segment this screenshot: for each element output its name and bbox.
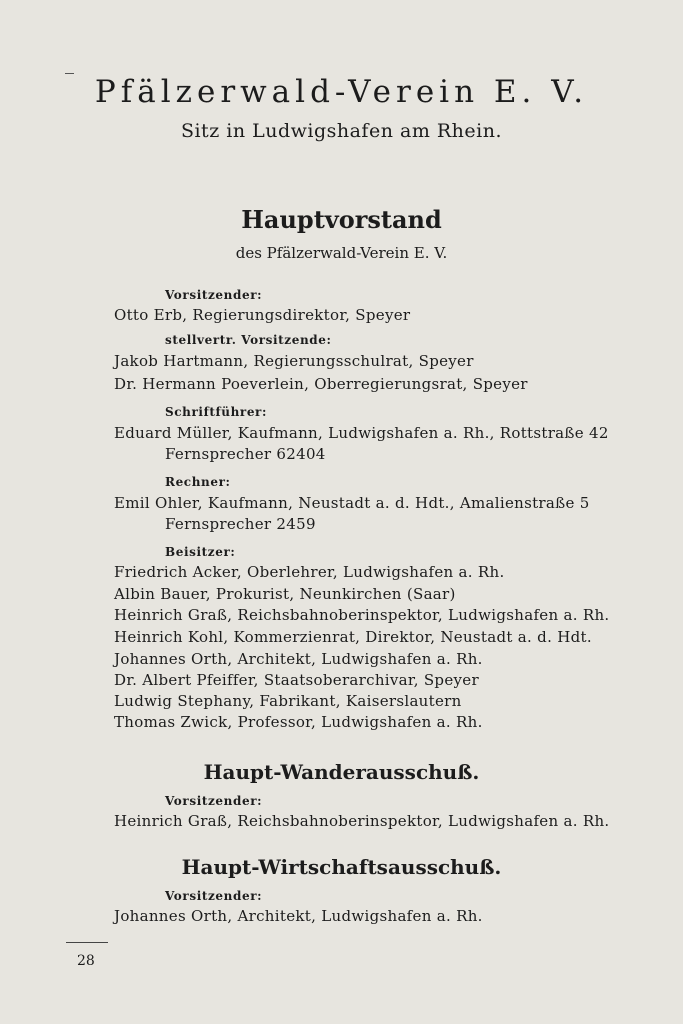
page-subtitle: Sitz in Ludwigshafen am Rhein. [180,120,503,142]
member-line: Ludwig Stephany, Fabrikant, Kaiserslautern [114,692,462,710]
member-line: Heinrich Kohl, Kommerzienrat, Direktor, Neustadt a. d. Hdt. [114,628,592,646]
phone-line: Fernsprecher 62404 [165,445,326,463]
member-line: Friedrich Acker, Oberlehrer, Ludwigshafen a. Rh. [114,563,505,581]
member-line: Heinrich Graß, Reichsbahnoberinspektor, Ludwigshafen a. Rh. [114,606,610,624]
page-title: Pfälzerwald-Verein E. V. [94,74,589,110]
section-subheading: des Pfälzerwald-Verein E. V. [235,244,448,262]
role-label-vorsitzender: Vorsitzender: [165,889,263,903]
role-label-stellvertreter: stellvertr. Vorsitzende: [165,333,332,347]
member-line: Dr. Albert Pfeiffer, Staatsoberarchivar, Speyer [114,671,479,689]
role-label-vorsitzender: Vorsitzender: [165,288,263,302]
member-line: Otto Erb, Regierungsdirektor, Speyer [114,306,411,324]
member-line: Dr. Hermann Poeverlein, Oberregierungsrat, Speyer [114,375,528,393]
member-line: Jakob Hartmann, Regierungsschulrat, Speyer [114,352,474,370]
member-line: Johannes Orth, Architekt, Ludwigshafen a. Rh. [114,907,483,925]
section-heading-hauptvorstand: Hauptvorstand [241,205,442,234]
role-label-schriftfuehrer: Schriftführer: [165,405,268,419]
member-line: Albin Bauer, Prokurist, Neunkirchen (Saar) [114,585,456,603]
phone-line: Fernsprecher 2459 [165,515,316,533]
role-label-vorsitzender: Vorsitzender: [165,794,263,808]
section-heading-wirtschaftsausschuss: Haupt-Wirtschaftsausschuß. [181,855,502,879]
section-heading-wanderausschuss: Haupt-Wanderausschuß. [203,760,480,784]
role-label-rechner: Rechner: [165,475,231,489]
member-line: Heinrich Graß, Reichsbahnoberinspektor, Ludwigshafen a. Rh. [114,812,610,830]
member-line: Eduard Müller, Kaufmann, Ludwigshafen a. Rh., Rottstraße 42 [114,424,609,442]
page-number: 28 [77,953,95,969]
role-label-beisitzer: Beisitzer: [165,545,236,559]
member-line: Johannes Orth, Architekt, Ludwigshafen a. Rh. [114,650,483,668]
member-line: Thomas Zwick, Professor, Ludwigshafen a. Rh. [114,713,483,731]
member-line: Emil Ohler, Kaufmann, Neustadt a. d. Hdt., Amalienstraße 5 [114,494,590,512]
footer-rule [66,942,108,943]
